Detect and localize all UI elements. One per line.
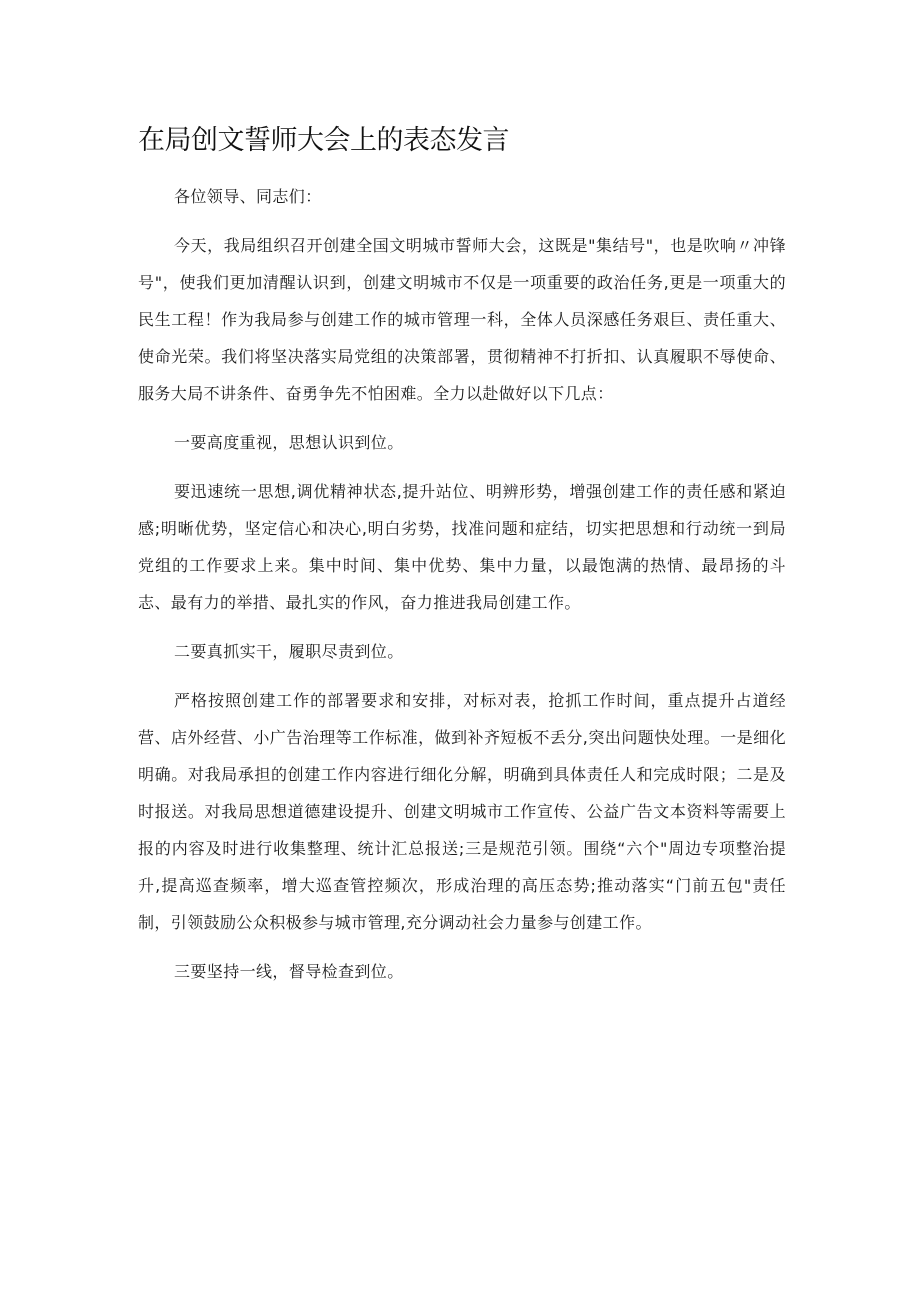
greeting-paragraph: 各位领导、同志们： <box>174 187 322 206</box>
section-heading-1: 一要高度重视，思想认识到位。 <box>174 433 404 452</box>
section-paragraph-2: 严格按照创建工作的部署要求和安排，对标对表，抢抓工作时间，重点提升占道经营、店外经营、小广告治理等工作标准，做到补齐短板不丢分,突出问题快处理。一是细化明确。对我局承担的创建工作内容进行细化分解，明确到具体责任人和完成时限；二是及时报送。对我局思想道德建设提升、创建文明城市工作宣传、公益广告文本资料等需要上报的内容及时进行收集整理、统计汇总报送;三是规范引领。围绕“六个"周边专项整治提升,提高巡查频率，增大巡查管控频次，形成治理的高压态势;推动落实“门前五包"责任制，引领鼓励公众积极参与城市管理,充分调动社会力量参与创建工作。 <box>138 691 786 932</box>
section-paragraph-1: 要迅速统一思想,调优精神状态,提升站位、明辨形势，增强创建工作的责任感和紧迫感;明晰优势，坚定信心和决心,明白劣势，找准问题和症结，切实把思想和行动统一到局党组的工作要求上来。集中时间、集中优势、集中力量，以最饱满的热情、最昂扬的斗志、最有力的举措、最扎实的作风，奋力推进我局创建工作。 <box>138 482 786 612</box>
intro-paragraph: 今天，我局组织召开创建全国文明城市誓师大会，这既是"集结号"，也是吹响〃冲锋号"，使我们更加清醒认识到，创建文明城市不仅是一项重要的政治任务,更是一项重大的民生工程！作为我局参与创建工作的城市管理一科，全体人员深感任务艰巨、责任重大、使命光荣。我们将坚决落实局党组的决策部署，贯彻精神不打折扣、认真履职不辱使命、服务大局不讲条件、奋勇争先不怕困难。全力以赴做好以下几点： <box>138 236 786 403</box>
section-heading-2: 二要真抓实干，履职尽责到位。 <box>174 642 404 661</box>
section-heading-3: 三要坚持一线，督导检查到位。 <box>174 962 404 981</box>
document-title: 在局创文誓师大会上的表态发言 <box>138 125 509 156</box>
document-body <box>138 178 786 1002</box>
